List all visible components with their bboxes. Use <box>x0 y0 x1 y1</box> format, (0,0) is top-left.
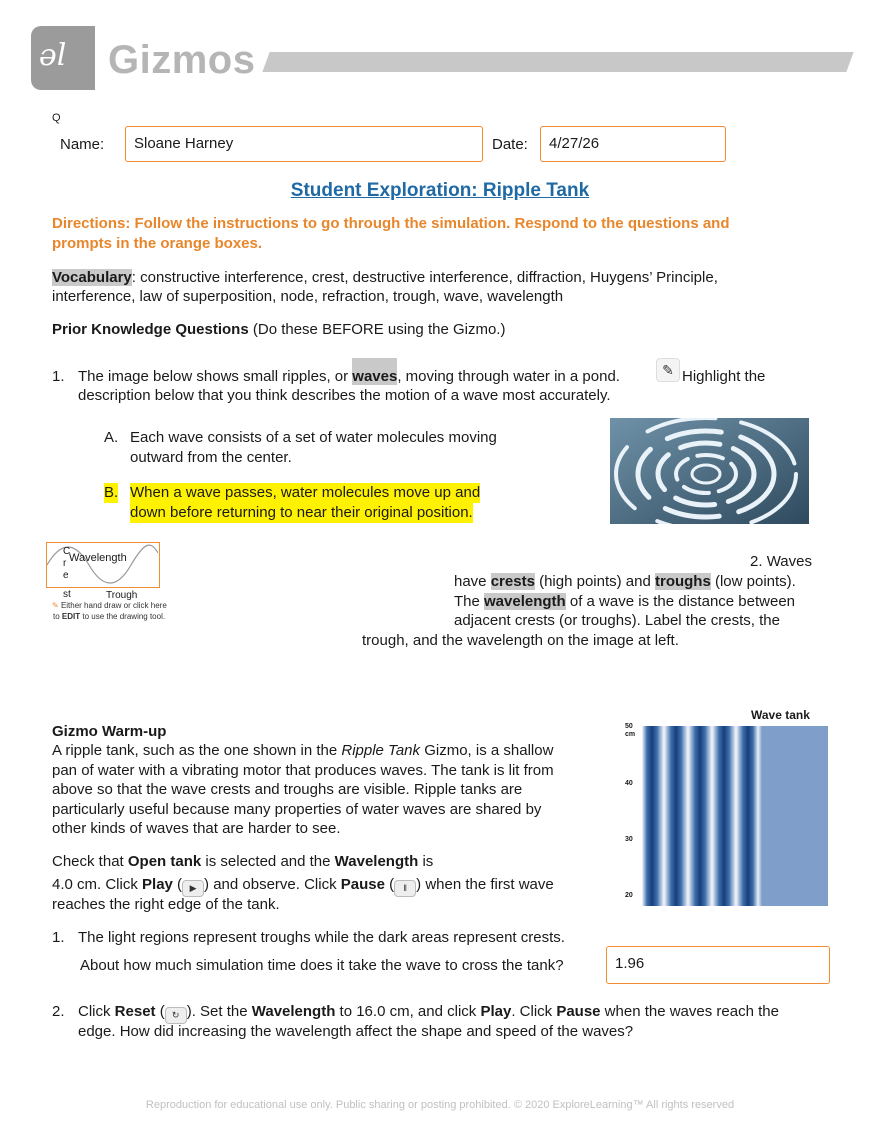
q2-line-4: adjacent crests (or troughs). Label the crests, the <box>454 612 780 629</box>
wq2-number: 2. <box>52 1003 65 1020</box>
hint2-post: to use the drawing tool. <box>80 612 166 621</box>
option-a-letter: A. <box>104 429 119 446</box>
c1c: is selected and the <box>201 853 335 870</box>
wq1-answer-input[interactable]: 1.96 <box>606 946 830 984</box>
reset-icon[interactable]: ↻ <box>165 1007 187 1024</box>
pause-icon[interactable]: ‖ <box>394 880 416 897</box>
warmup-p2: pan of water with a vibrating motor that produces waves. The tank is lit from <box>52 762 554 779</box>
c2g: ) when the first wave <box>416 876 554 893</box>
wave-tank-image <box>642 726 828 906</box>
wq2-wavelength-term: Wavelength <box>251 1003 336 1020</box>
reset-term: Reset <box>114 1003 156 1020</box>
hint2-pre: to <box>53 612 62 621</box>
warmup-p3: above so that the wave crests and troughs are visible. Ripple tanks are <box>52 781 523 798</box>
sketch-hint-1 <box>52 601 167 610</box>
option-b-letter: B. <box>104 484 119 501</box>
play-term: Play <box>142 876 173 893</box>
q2-line-3 <box>454 592 795 612</box>
crest-letter-r: r <box>63 558 67 569</box>
hint2-edit[interactable]: EDIT <box>61 612 81 621</box>
wq2-play-term: Play <box>480 1003 512 1020</box>
play-icon[interactable]: ▶ <box>182 880 204 897</box>
option-b-line-1[interactable]: When a wave passes, water molecules move up and <box>130 484 481 501</box>
name-input[interactable]: Sloane Harney <box>125 126 483 162</box>
warmup-p1-italic: Ripple Tank <box>341 742 421 759</box>
prior-knowledge-heading <box>52 320 505 340</box>
wave-sketch-box[interactable] <box>46 542 160 588</box>
tick-unit: cm <box>625 731 636 738</box>
vocabulary-label: Vocabulary <box>52 269 132 286</box>
q2-wavelength-term: wavelength <box>484 593 566 610</box>
hint1-text: Either hand draw or click here <box>60 601 167 610</box>
date-label: Date: <box>492 136 528 153</box>
tick-50: 50 <box>625 723 633 730</box>
c2d: ) and observe. Click <box>204 876 341 893</box>
wq2f: to 16.0 cm, and click <box>335 1003 481 1020</box>
q1-line-2: description below that you think describes the motion of a wave most accurately. <box>78 387 611 404</box>
warmup-p1a: A ripple tank, such as the one shown in the <box>52 742 342 759</box>
tick-30: 30 <box>625 836 633 843</box>
warmup-p4: particularly useful because many properties of water waves are shared by <box>52 801 542 818</box>
header-bar <box>262 52 853 72</box>
vocabulary-line-1 <box>52 268 718 288</box>
wq2d: ). Set the <box>186 1003 252 1020</box>
q1-line-1 <box>78 367 620 387</box>
q2-line-2 <box>454 572 796 592</box>
crest-letter-c: C <box>63 546 71 557</box>
ripple-photo-art <box>610 418 809 524</box>
wavelength-term: Wavelength <box>334 853 419 870</box>
q2-line-5: trough, and the wavelength on the image at left. <box>362 632 679 649</box>
tick-40: 40 <box>625 780 633 787</box>
warmup-p1 <box>52 741 553 761</box>
vocabulary-terms-1: : constructive interference, crest, destructive interference, diffraction, Huygens’ Principle, <box>131 269 718 286</box>
wq2h: . Click <box>511 1003 557 1020</box>
q2-troughs-term: troughs <box>654 573 711 590</box>
q2-l2e: (low points). <box>710 573 796 590</box>
sketch-hint-2 <box>53 612 165 621</box>
wq2-pause-term: Pause <box>556 1003 601 1020</box>
q1-number: 1. <box>52 368 65 385</box>
stray-mark: Q <box>52 112 61 124</box>
wq2-line-1 <box>78 1002 779 1024</box>
q2-l2c: (high points) and <box>534 573 655 590</box>
pencil-icon[interactable]: ✎ <box>656 358 680 382</box>
name-label: Name: <box>60 136 105 153</box>
vocabulary-line-2: interference, law of superposition, node, refraction, trough, wave, wavelength <box>52 288 564 305</box>
warmup-p1b: Gizmo, is a shallow <box>420 742 554 759</box>
wave-tank-title: Wave tank <box>751 708 810 722</box>
open-tank-term: Open tank <box>127 853 202 870</box>
q2-l3c: of a wave is the distance between <box>565 593 796 610</box>
tick-20: 20 <box>625 892 633 899</box>
option-a-line-1[interactable]: Each wave consists of a set of water molecules moving <box>130 429 497 446</box>
wq2j: when the waves reach the <box>600 1003 779 1020</box>
wq1-number: 1. <box>52 929 65 946</box>
option-b-line-2[interactable]: down before returning to near their original position. <box>130 504 473 521</box>
date-input[interactable]: 4/27/26 <box>540 126 726 162</box>
wq2-line-2: edge. How did increasing the wavelength affect the shape and speed of the waves? <box>78 1023 634 1040</box>
gizmos-logo-word: Gizmos <box>108 38 256 82</box>
q2-crests-term: crests <box>490 573 535 590</box>
c2f: ( <box>384 876 395 893</box>
c2c: ( <box>172 876 183 893</box>
q1-waves-term: waves <box>352 358 397 385</box>
warmup-check-1 <box>52 852 433 872</box>
hint-pencil-icon: ✎ <box>52 601 59 610</box>
crest-letter-e: e <box>63 570 69 581</box>
wq2c: ( <box>155 1003 165 1020</box>
prior-heading-bold: Prior Knowledge Questions <box>52 321 249 338</box>
crest-letter-st: st <box>63 589 71 600</box>
warmup-p5: other kinds of waves that are harder to see. <box>52 820 341 837</box>
option-a-line-2[interactable]: outward from the center. <box>130 449 292 466</box>
warmup-check-3: reaches the right edge of the tank. <box>52 896 280 913</box>
ripple-photo <box>610 418 809 524</box>
gizmos-logo-glyph: əl <box>39 38 67 73</box>
pause-term: Pause <box>340 876 385 893</box>
q1-post: , moving through water in a pond. <box>397 368 620 385</box>
prior-note: (Do these BEFORE using the Gizmo.) <box>248 321 506 338</box>
directions: Directions: Follow the instructions to go through the simulation. Respond to the questions and prompts in the orange boxes. <box>52 215 730 252</box>
q2-l2a: have <box>454 573 491 590</box>
wavelength-label: Wavelength <box>69 552 127 564</box>
trough-label: Trough <box>106 590 138 601</box>
wq1-line-2: About how much simulation time does it take the wave to cross the tank? <box>80 957 564 974</box>
footer-copyright: Reproduction for educational use only. Public sharing or posting prohibited. © 2020 ExploreLearning™ All rights reserved <box>145 1099 735 1111</box>
c2a: 4.0 cm. Click <box>52 876 143 893</box>
page-title: Student Exploration: Ripple Tank <box>290 180 590 201</box>
warmup-check-2 <box>52 875 554 897</box>
warmup-heading: Gizmo Warm-up <box>52 723 167 740</box>
c1e: is <box>418 853 434 870</box>
q1-pre: The image below shows small ripples, or <box>78 368 353 385</box>
q2-lead: 2. Waves <box>750 553 812 570</box>
q1-tail: Highlight the <box>682 368 766 385</box>
wq1-line-1: The light regions represent troughs while the dark areas represent crests. <box>78 929 565 946</box>
q2-l3a: The <box>454 593 485 610</box>
c1a: Check that <box>52 853 128 870</box>
wq2a: Click <box>78 1003 115 1020</box>
